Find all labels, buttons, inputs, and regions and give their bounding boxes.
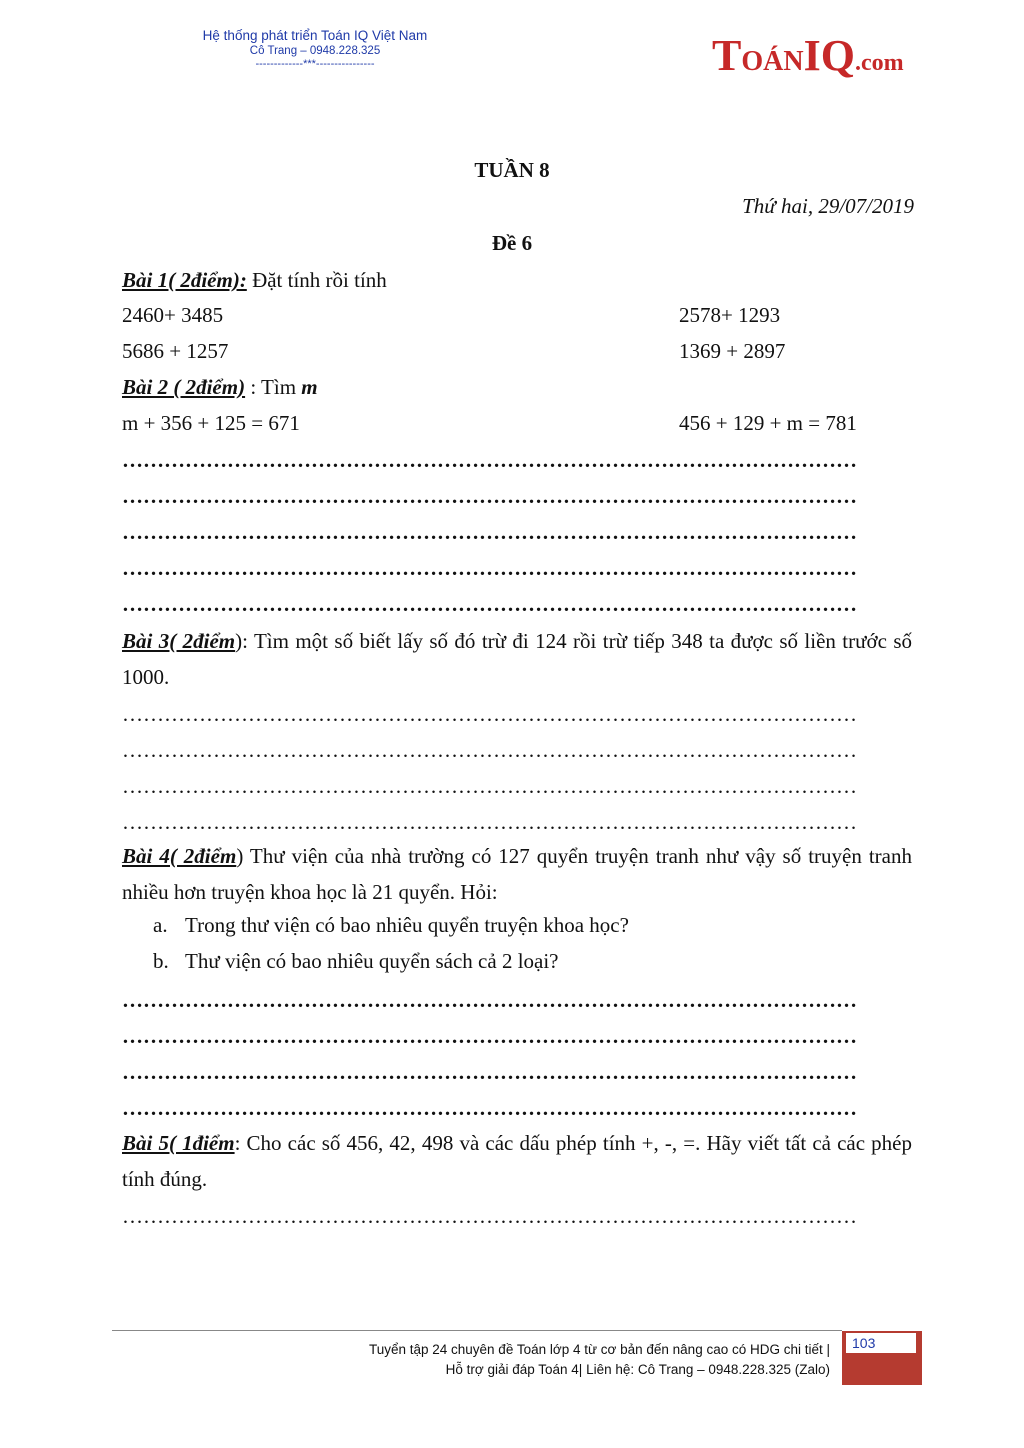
bai4-question-b xyxy=(153,949,559,974)
bai1-title: Bài 1( 2điểm): xyxy=(122,268,247,292)
bai2-var: m xyxy=(301,375,318,399)
bai1-row2-right: 1369 + 2897 xyxy=(679,339,786,363)
page-footer xyxy=(240,1340,830,1380)
footer-rule xyxy=(112,1330,842,1331)
bai4-a-marker: a. xyxy=(153,913,168,937)
footer-line2: Hỗ trợ giải đáp Toán 4| Liên hệ: Cô Trang – 0948.228.325 (Zalo) xyxy=(445,1362,830,1377)
bai4-question-a xyxy=(153,913,629,938)
bai1-row2-left: 5686 + 1257 xyxy=(122,339,229,363)
bai5-text: : Cho các số 456, 42, 498 và các dấu phép tính +, -, =. Hãy viết tất cả các phép tính đúng. xyxy=(122,1131,912,1191)
answer-line: …………………………………………………………………………………………… xyxy=(122,448,857,472)
header-divider: -------------***---------------- xyxy=(255,58,375,70)
toaniq-logo xyxy=(712,30,904,81)
bai1-heading xyxy=(122,262,387,298)
bai2-title: Bài 2 ( 2điểm) xyxy=(122,375,246,399)
answer-line: …………………………………………………………………………………………… xyxy=(122,774,857,798)
header-teacher: Cô Trang – 0948.228.325 xyxy=(249,45,381,57)
logo-iq: IQ xyxy=(803,31,855,80)
exam-title: Đề 6 xyxy=(491,231,533,255)
bai3-paragraph xyxy=(122,623,912,695)
answer-line: …………………………………………………………………………………………… xyxy=(122,702,857,726)
bai4-b-marker: b. xyxy=(153,949,169,973)
bai2-heading xyxy=(122,369,318,405)
bai1-row1-right: 2578+ 1293 xyxy=(679,303,781,327)
bai2-right: 456 + 129 + m = 781 xyxy=(679,411,857,435)
answer-line: …………………………………………………………………………………………… xyxy=(122,1096,857,1120)
logo-t: T xyxy=(712,31,742,80)
bai5-title: Bài 5( 1điểm xyxy=(122,1131,235,1155)
answer-line: …………………………………………………………………………………………… xyxy=(122,810,857,834)
footer-line1: Tuyển tập 24 chuyên đề Toán lớp 4 từ cơ bản đến nâng cao có HDG chi tiết | xyxy=(368,1342,830,1357)
bai2-left: m + 356 + 125 = 671 xyxy=(122,411,300,435)
bai1-row1-left: 2460+ 3485 xyxy=(122,303,224,327)
page-number: 103 xyxy=(846,1333,916,1353)
answer-line: …………………………………………………………………………………………… xyxy=(122,484,857,508)
bai3-text: ): Tìm một số biết lấy số đó trừ đi 124 rồi trừ tiếp 348 ta được số liền trước số 1000. xyxy=(122,629,913,689)
bai5-paragraph xyxy=(122,1125,912,1197)
answer-line: …………………………………………………………………………………………… xyxy=(122,520,857,544)
bai3-title: Bài 3( 2điểm xyxy=(122,629,236,653)
logo-oan: OÁN xyxy=(741,46,804,77)
bai1-text: Đặt tính rồi tính xyxy=(246,268,387,292)
bai4-b-text: Thư viện có bao nhiêu quyển sách cả 2 loại? xyxy=(185,949,559,973)
logo-com: .com xyxy=(854,50,904,76)
page-number-box xyxy=(842,1331,922,1385)
answer-line: …………………………………………………………………………………………… xyxy=(122,1204,857,1228)
answer-line: …………………………………………………………………………………………… xyxy=(122,592,857,616)
page-header xyxy=(170,28,460,71)
bai4-paragraph xyxy=(122,838,912,910)
answer-line: …………………………………………………………………………………………… xyxy=(122,1024,857,1048)
header-org: Hệ thống phát triển Toán IQ Việt Nam xyxy=(202,28,428,43)
answer-line: …………………………………………………………………………………………… xyxy=(122,556,857,580)
date-line: Thứ hai, 29/07/2019 xyxy=(742,194,914,218)
bai2-text: : Tìm xyxy=(245,375,302,399)
answer-line: …………………………………………………………………………………………… xyxy=(122,1060,857,1084)
bai4-a-text: Trong thư viện có bao nhiêu quyển truyện khoa học? xyxy=(185,913,629,937)
bai4-text: ) Thư viện của nhà trường có 127 quyển truyện tranh như vậy số truyện tranh nhiều hơn truyện khoa học là 21 quyển. Hỏi: xyxy=(122,844,912,904)
answer-line: …………………………………………………………………………………………… xyxy=(122,738,857,762)
week-title: TUẦN 8 xyxy=(474,158,550,182)
answer-line: …………………………………………………………………………………………… xyxy=(122,988,857,1012)
bai4-title: Bài 4( 2điểm xyxy=(122,844,237,868)
